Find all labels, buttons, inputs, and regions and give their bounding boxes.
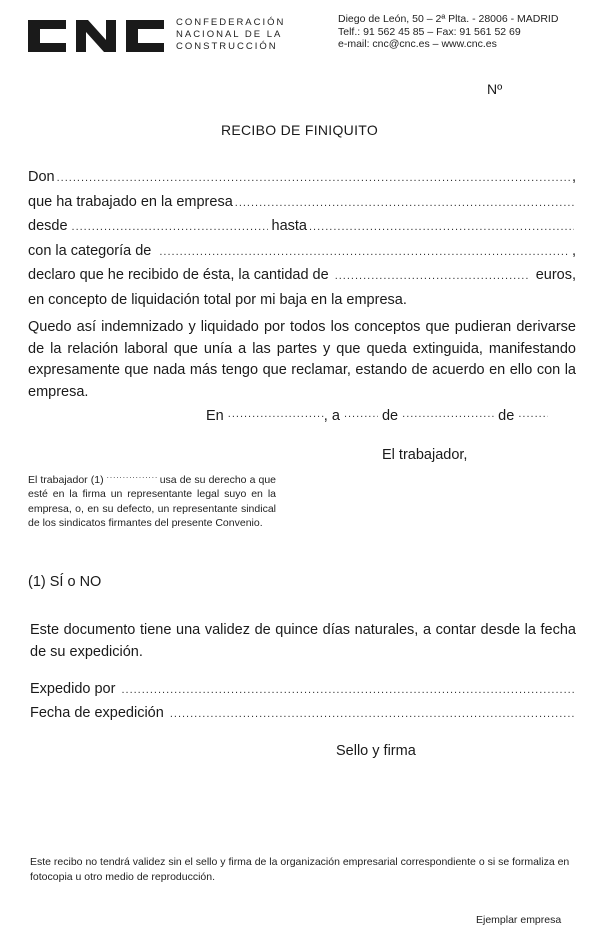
fill-dots [72, 216, 268, 240]
fill-dots [170, 703, 574, 726]
fill-dots [57, 167, 570, 191]
cnc-logo [28, 18, 164, 54]
worker-signature-label: El trabajador, [382, 447, 468, 463]
settlement-paragraph: Quedo así indemnizado y liquidado por todos los conceptos que pudieran derivarse de la relación laboral que unía a las partes y que queda extinguida, manifestando expresamente que nada más tengo que reclamar, estando de acuerdo en ello con la empresa. [28, 319, 576, 400]
place-date-line[interactable]: En ..... , a ..... de ..... de ..... [206, 408, 548, 424]
field-dates[interactable]: desde ..... hasta ..... [28, 215, 576, 240]
field-concept: en concepto de liquidación total por mi baja en la empresa. [28, 291, 407, 308]
phone-fax: Telf.: 91 562 45 85 – Fax: 91 561 52 69 [338, 25, 521, 38]
validity-paragraph: Este documento tiene una validez de quince días naturales, a contar desde la fecha de su expedición. [30, 622, 576, 660]
receipt-number-label: Nº [487, 81, 503, 97]
organization-name: CONFEDERACIÓN NACIONAL DE LA CONSTRUCCIÓN [176, 17, 286, 52]
fill-dots [159, 241, 570, 265]
seal-signature-label: Sello y firma [336, 743, 416, 759]
fill-dots [121, 679, 574, 702]
yes-no-note: (1) SÍ o NO [28, 574, 102, 590]
document-title: RECIBO DE FINIQUITO [220, 122, 379, 138]
representative-note: El trabajador (1) ..... usa de su derecho a que esté en la firma un representante legal suyo en la empresa, o, en su defecto, un representante sindical de los sindicatos firmantes del presente Convenio. [28, 469, 276, 530]
field-issue-date[interactable]: Fecha de expedición ..... [30, 702, 576, 726]
employee-fields [28, 166, 576, 312]
issue-fields [30, 678, 576, 726]
address: Diego de León, 50 – 2ª Plta. - 28006 - MADRID [338, 13, 559, 25]
email-web: e-mail: cnc@cnc.es – www.cnc.es [338, 38, 497, 50]
contact-info [338, 13, 558, 51]
field-category[interactable]: con la categoría de ..... , [28, 240, 576, 265]
fill-dots [309, 216, 574, 240]
copy-label: Ejemplar empresa [476, 914, 562, 926]
field-issued-by[interactable]: Expedido por ..... [30, 678, 576, 702]
field-amount[interactable]: declaro que he recibido de ésta, la cantidad de ..... euros, [28, 264, 576, 289]
fill-dots [335, 265, 530, 289]
field-don[interactable]: Don ..... , [28, 166, 576, 191]
footer-note: Este recibo no tendrá validez sin el sello y firma de la organización empresarial correspondiente o si se formaliza en fotocopia u otro medio de reproducción. [30, 856, 570, 883]
fill-dots [235, 192, 574, 216]
field-company[interactable]: que ha trabajado en la empresa ..... [28, 191, 576, 216]
